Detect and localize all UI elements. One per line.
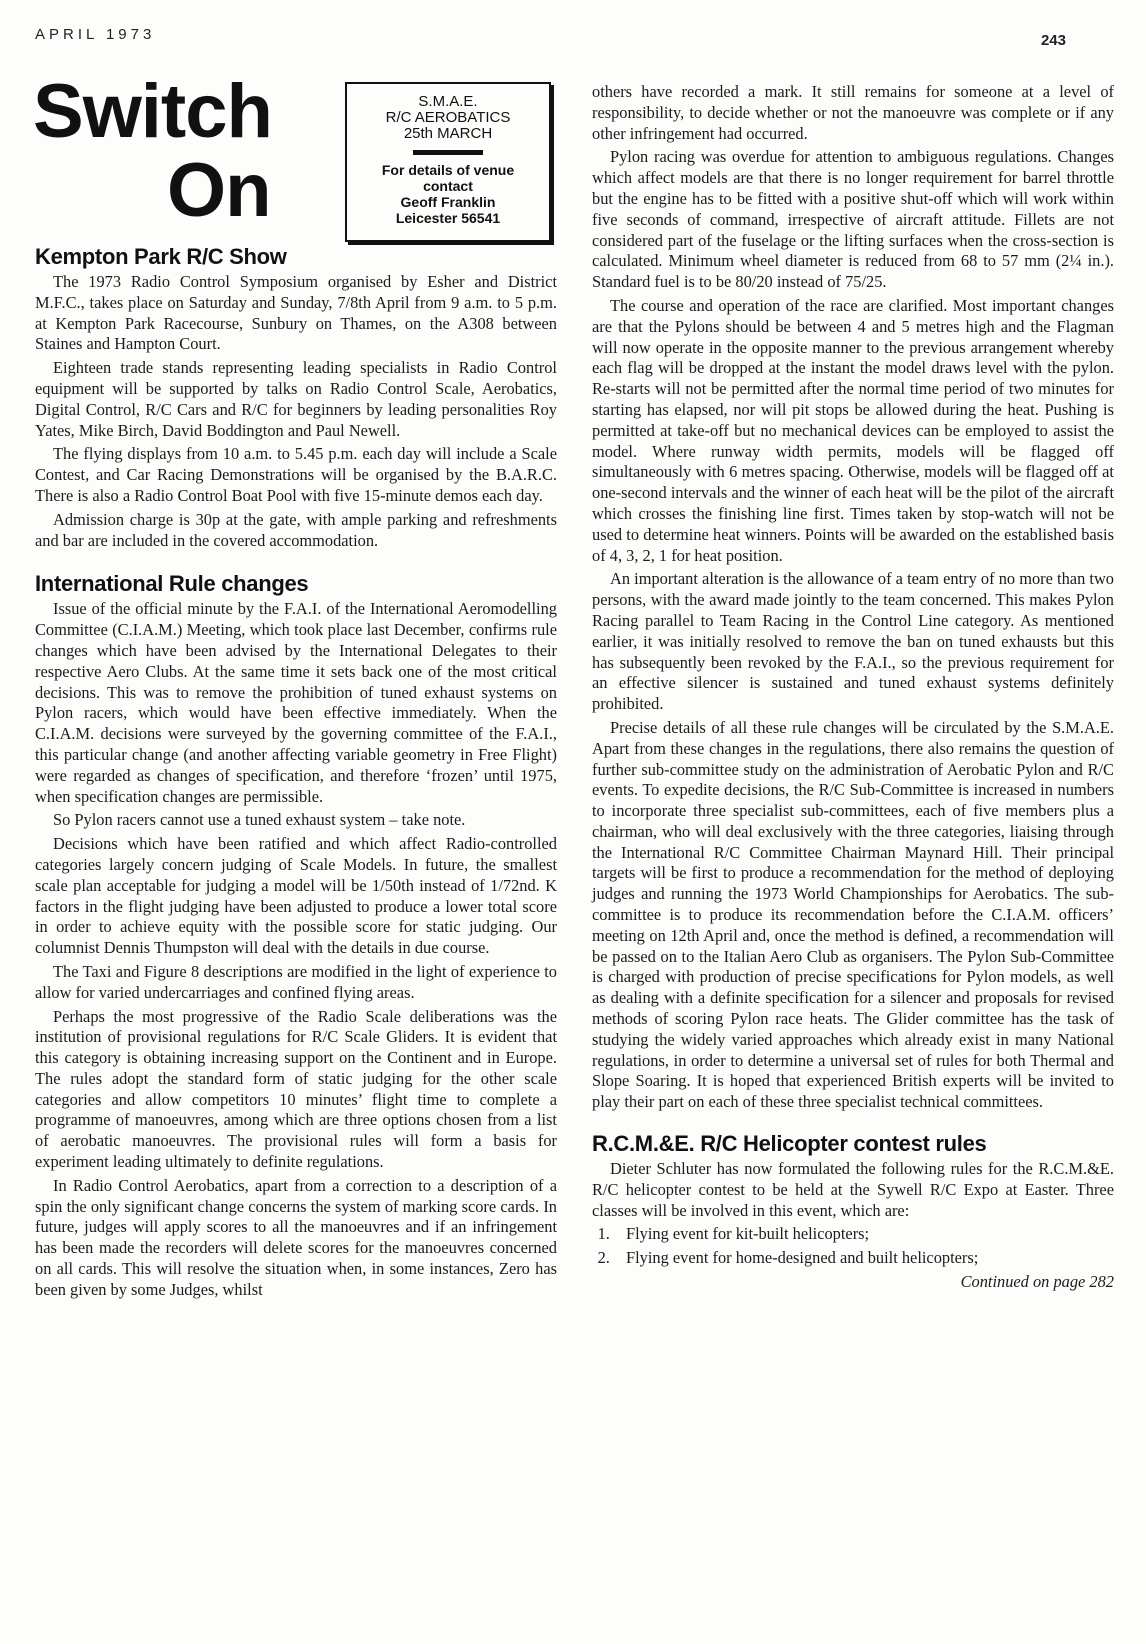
smae-line-7: Leicester 56541 <box>395 210 501 226</box>
pylon-paragraph-1: Pylon racing was overdue for attention to ambiguous regulations. Changes which affect models are that there is no longer requirement for barrel throttle but the engine has to be fitted with a positive shut-off which will work within five seconds of command, irrespective of aircraft attitude. Fillets are not considered part of the fuselage or the lifting surfaces when the cross-section is calculated. Minimum wheel diameter is reduced from 68 to 57 mm (2¼ in.). Standard fuel is to be 80/20 instead of 75/25. <box>592 147 1114 292</box>
kempton-paragraph-4: Admission charge is 30p at the gate, with ample parking and refreshments and bar are included in the covered accommodation. <box>35 509 557 550</box>
pylon-paragraph-3: An important alteration is the allowance of a team entry of no more than two persons, with the award made jointly to the team concerned. This makes Pylon Racing parallel to Team Racing in the Control Line category. As mentioned earlier, it was initially resolved to remove the ban on tuned exhausts but this has subsequently been revoked by the F.A.I., so the previous requirement for an effective silencer is sustained and tuned exhaust systems definitely prohibited. <box>592 569 1114 714</box>
list-item: 2. Flying event for home-designed and built helicopters; <box>614 1248 1114 1269</box>
right-column <box>592 82 1114 1293</box>
intl-paragraph-6: In Radio Control Aerobatics, apart from a correction to a description of a spin the only significant change concerns the system of marking score cards. In future, judges will apply scores to all the manoeuvres and if an infringement has been made the recorders will delete scores for the manoeuvres concerned on all cards. This will resolve the situation when, in some instances, Zero has been given by some Judges, whilst <box>35 1175 557 1299</box>
intl-paragraph-5: Perhaps the most progressive of the Radio Scale deliberations was the institution of provisional regulations for R/C Scale Gliders. It is evident that this category is obtaining increasing support on the Continent and in Europe. The rules adopt the standard form of static judging for the other scale categories and allow competitors 10 minutes’ flight time to complete a programme of manoeuvres, among which are three options chosen from a list of aerobatic manoeuvres. The provisional rules will form a basis for experiment leading ultimately to definite regulations. <box>35 1006 557 1172</box>
intl-heading: International Rule changes <box>35 571 309 597</box>
intl-paragraph-1: Issue of the official minute by the F.A.I. of the International Aeromodelling Committee (C.I.A.M.) Meeting, which took place last December, confirms rule changes which have been advised by the International Delegates to their respective Aero Clubs. At the same time it sets back one of the most critical decisions. This was to remove the prohibition of tuned exhaust systems on Pylon racers, which would have been effective immediately. When the C.I.A.M. decisions were surveyed by the governing committee of the F.A.I., this particular change (and another affecting variable geometry in Free Flight) were regarded as changes of specification, and therefore ‘frozen’ until 1975, when specification changes are permissible. <box>35 599 557 806</box>
title-line-2: On <box>167 148 271 233</box>
intl-paragraph-2: So Pylon racers cannot use a tuned exhaust system – take note. <box>53 810 466 830</box>
list-item: 1. Flying event for kit-built helicopters; <box>614 1224 1114 1245</box>
smae-notice-box <box>345 82 551 242</box>
helicopter-heading: R.C.M.&E. R/C Helicopter contest rules <box>592 1131 987 1157</box>
smae-divider <box>413 150 483 155</box>
intl-paragraph-3: Decisions which have been ratified and which affect Radio-controlled categories largely concern judging of Scale Models. In future, the smallest scale plan acceptable for judging a model will be 1/50th instead of 1/72nd. K factors in the flight judging have been adjusted to produce a lower total score in order to achieve equity with the possible score for static judging. Our columnist Dennis Thumpston will deal with the details in due course. <box>35 834 557 958</box>
smae-line-5: contact <box>423 178 473 194</box>
issue-date: APRIL 1973 <box>35 26 156 43</box>
pylon-paragraph-2: The course and operation of the race are clarified. Most important changes are that the Pylons should be between 4 and 5 metres high and the Flagman will now operate in the opposite manner to the previous arrangement whereby each flag will be dropped at the instant the model draws level with the pylon. Re-starts will not be permitted after the normal time period of two minutes for starting has elapsed, nor will pit stops be allowed during the heat. Pushing is permitted at take-off but no mechanical devices can be employed to assist the model. Where runway width permits, models will be flagged off simultaneously with 6 metres spacing. Otherwise, models will be flagged off at one-second intervals and the winner of each heat will be the pilot of the aircraft which crosses the finishing line first. Times taken by stop-watch will not be used to determine heat winners. Points will be awarded on the established basis of 4, 3, 2, 1 for heat position. <box>592 295 1114 565</box>
kempton-heading: Kempton Park R/C Show <box>35 244 287 269</box>
title-line-1: Switch <box>33 69 272 154</box>
intl-continued-paragraph: others have recorded a mark. It still remains for someone at a level of responsibility, to decide whether or not the manoeuvre was complete or if any other infringement had occurred. <box>592 82 1114 143</box>
left-column <box>35 244 557 1304</box>
continued-note: Continued on page 282 <box>960 1272 1114 1292</box>
helicopter-paragraph: Dieter Schluter has now formulated the following rules for the R.C.M.&E. R/C helicopter contest to be held at the Sywell R/C Expo at Easter. Three classes will be involved in this event, which are: <box>592 1159 1114 1220</box>
kempton-paragraph-2: Eighteen trade stands representing leading specialists in Radio Control equipment will be supported by talks on Radio Control Scale, Aerobatics, Digital Control, R/C Cars and R/C for beginners by leading personalities Roy Yates, Mike Birch, David Boddington and Paul Newell. <box>35 358 557 440</box>
intl-paragraph-4: The Taxi and Figure 8 descriptions are modified in the light of experience to allow for varied undercarriages and confined flying areas. <box>35 961 557 1002</box>
smae-notice-bottom <box>347 162 549 226</box>
smae-line-4: For details of venue <box>381 162 515 178</box>
page-number: 243 <box>1040 32 1066 49</box>
kempton-paragraph-3: The flying displays from 10 a.m. to 5.45 p.m. each day will include a Scale Contest, and Car Racing Demonstrations will be organised by the B.A.R.C. There is also a Radio Control Boat Pool with five 15-minute demos each day. <box>35 444 557 505</box>
smae-notice-top <box>347 94 549 142</box>
kempton-paragraph-1: The 1973 Radio Control Symposium organised by Esher and District M.F.C., takes place on Saturday and Sunday, 7/8th April from 9 a.m. to 5 p.m. at Kempton Park Racecourse, Sunbury on Thames, on the A308 between Staines and Hampton Court. <box>35 272 557 354</box>
smae-line-1: S.M.A.E. <box>418 93 478 110</box>
helicopter-class-list <box>592 1224 1114 1269</box>
smae-line-6: Geoff Franklin <box>400 194 496 210</box>
smae-line-2: R/C AEROBATICS <box>385 109 511 126</box>
smae-line-3: 25th MARCH <box>403 125 493 142</box>
subcommittee-paragraph: Precise details of all these rule changes will be circulated by the S.M.A.E. Apart from these changes in the regulations, there also remains the question of further sub-committee study on the administration of Aerobatic Pylon and R/C events. To expedite decisions, the R/C Sub-Committee is increased in numbers to incorporate three specialist sub-committees, each of five members plus a chairman, who will deal exclusively with the three categories, liaising through the International R/C Committee Chairman Maynard Hill. Their principal targets will be first to produce a recommendation for the method of deploying judges and running the 1973 World Championships for Aerobatics. The sub-committee is to produce its recommendation before the C.I.A.M. officers’ meeting on 12th April and, once the method is defined, a recommendation will be passed on to the Italian Aero Club as organisers. The Pylon Sub-Committee is charged with production of precise specifications for Pylon models, as well as dealing with a definite specification for a silencer and proposals for revised methods of scoring Pylon race heats. The Glider committee has the task of studying the widely varied approaches which already exist in many National regulations, in order to determine a universal set of rules for both Thermal and Slope Soaring. It is hoped that experienced British experts will be invited to play their part on each of these three specialist technical committees. <box>592 717 1114 1112</box>
